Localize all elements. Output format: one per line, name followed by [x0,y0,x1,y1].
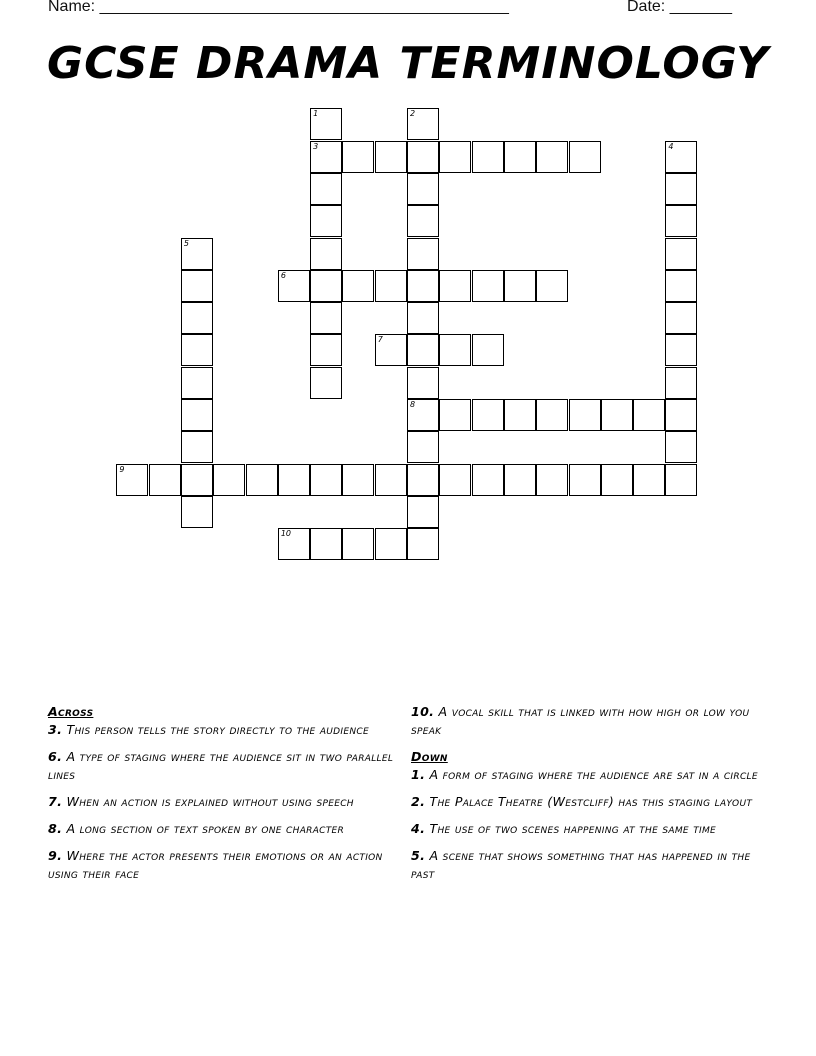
across-clues [48,703,413,892]
crossword-cell[interactable] [375,528,407,560]
clue-number: 9. [48,848,63,863]
crossword-cell[interactable] [310,334,342,366]
crossword-cell[interactable] [181,464,213,496]
cell-clue-number: 10 [280,529,291,539]
crossword-cell[interactable] [504,270,536,302]
crossword-cell[interactable] [407,108,439,140]
crossword-cell[interactable] [536,464,568,496]
crossword-cell[interactable] [504,464,536,496]
crossword-cell[interactable] [213,464,245,496]
crossword-cell[interactable] [665,302,697,334]
clue-text: A type of staging where the audience sit in two parallel lines [48,749,394,782]
clue-number: 4. [411,821,426,836]
cell-clue-number: 2 [410,109,416,119]
crossword-cell[interactable] [407,173,439,205]
crossword-cell[interactable] [472,334,504,366]
clue-text: The Palace Theatre (Westcliff) has this staging layout [429,794,753,809]
crossword-cell[interactable] [310,205,342,237]
crossword-cell[interactable] [181,399,213,431]
date-field-label: Date: _______ [627,0,732,15]
crossword-cell[interactable] [536,141,568,173]
crossword-cell[interactable] [181,496,213,528]
crossword-cell[interactable] [407,238,439,270]
clue-number: 3. [48,722,63,737]
crossword-cell[interactable] [246,464,278,496]
clue-number: 1. [411,767,426,782]
crossword-cell[interactable] [439,270,471,302]
crossword-cell[interactable] [665,464,697,496]
crossword-cell[interactable] [310,528,342,560]
crossword-cell[interactable] [665,367,697,399]
crossword-cell[interactable] [310,270,342,302]
clue-number: 10. [411,704,435,719]
crossword-cell[interactable] [665,141,697,173]
right-clue-column [411,703,776,892]
clue-text: When an action is explained without using speech [66,794,354,809]
crossword-cell[interactable] [439,399,471,431]
clue-text: A form of staging where the audience are sat in a circle [429,767,758,782]
cell-clue-number: 6 [280,270,286,280]
crossword-cell[interactable] [310,238,342,270]
clue-down-1 [411,766,776,784]
crossword-cell[interactable] [407,205,439,237]
crossword-cell[interactable] [375,141,407,173]
crossword-cell[interactable] [633,464,665,496]
crossword-cell[interactable] [665,399,697,431]
crossword-cell[interactable] [181,302,213,334]
clue-across-8 [48,820,413,838]
clue-across-7 [48,793,413,811]
clue-text: This person tells the story directly to the audience [66,722,369,737]
crossword-cell[interactable] [310,141,342,173]
crossword-cell[interactable] [665,205,697,237]
crossword-cell[interactable] [472,464,504,496]
clue-number: 2. [411,794,426,809]
cell-clue-number: 9 [119,464,125,474]
crossword-cell[interactable] [181,431,213,463]
down-heading: Down [411,749,448,764]
cell-clue-number: 7 [377,335,383,345]
crossword-cell[interactable] [536,270,568,302]
crossword-cell[interactable] [407,270,439,302]
clue-number: 6. [48,749,63,764]
name-field-label: Name: ______________________________________________ [48,0,509,15]
cell-clue-number: 8 [410,400,416,409]
crossword-cell[interactable] [665,238,697,270]
crossword-cell[interactable] [375,334,407,366]
crossword-cell[interactable] [310,108,342,140]
crossword-cell[interactable] [569,141,601,173]
clue-across-9 [48,847,413,883]
crossword-cell[interactable] [407,496,439,528]
clue-text: A long section of text spoken by one character [66,821,345,836]
crossword-cell[interactable] [439,334,471,366]
crossword-cell[interactable] [439,141,471,173]
crossword-cell[interactable] [310,302,342,334]
crossword-cell[interactable] [278,270,310,302]
clue-across-3 [48,721,413,739]
crossword-cell[interactable] [278,464,310,496]
clue-number: 5. [411,848,426,863]
crossword-cell[interactable] [569,464,601,496]
clue-text: Where the actor presents their emotions or an action using their face [48,848,383,881]
crossword-cell[interactable] [310,367,342,399]
crossword-cell[interactable] [342,464,374,496]
crossword-cell[interactable] [407,334,439,366]
crossword-cell[interactable] [149,464,181,496]
clue-down-2 [411,793,776,811]
crossword-cell[interactable] [342,141,374,173]
clue-text: A scene that shows something that has happened in the past [411,848,751,881]
cell-clue-number: 5 [183,238,189,248]
clue-down-4 [411,820,776,838]
crossword-cell[interactable] [665,173,697,205]
crossword-cell[interactable] [375,464,407,496]
cell-clue-number: 3 [313,141,319,151]
clue-across-6 [48,748,413,784]
crossword-cell[interactable] [536,399,568,431]
crossword-cell[interactable] [633,399,665,431]
crossword-cell[interactable] [665,431,697,463]
crossword-cell[interactable] [407,528,439,560]
crossword-cell[interactable] [407,302,439,334]
crossword-cell[interactable] [407,141,439,173]
crossword-cell[interactable] [375,270,407,302]
crossword-cell[interactable] [181,270,213,302]
crossword-cell[interactable] [407,399,439,431]
clue-down-5 [411,847,776,883]
crossword-cell[interactable] [342,270,374,302]
crossword-cell[interactable] [310,173,342,205]
page-title: GCSE DRAMA TERMINOLOGY [47,38,769,89]
crossword-cell[interactable] [472,270,504,302]
crossword-cell[interactable] [472,399,504,431]
crossword-cell[interactable] [504,399,536,431]
cell-clue-number: 4 [668,141,674,151]
crossword-cell[interactable] [181,334,213,366]
clue-number: 8. [48,821,63,836]
across-heading: Across [48,704,94,719]
crossword-cell[interactable] [601,399,633,431]
crossword-cell[interactable] [472,141,504,173]
crossword-cell[interactable] [504,141,536,173]
clue-number: 7. [48,794,63,809]
crossword-cell[interactable] [407,464,439,496]
cell-clue-number: 1 [313,109,319,119]
crossword-cell[interactable] [181,367,213,399]
crossword-cell[interactable] [601,464,633,496]
crossword-cell[interactable] [439,464,471,496]
crossword-cell[interactable] [278,528,310,560]
crossword-cell[interactable] [569,399,601,431]
crossword-cell[interactable] [342,528,374,560]
crossword-cell[interactable] [665,270,697,302]
crossword-cell[interactable] [116,464,148,496]
clue-across-10 [411,703,776,739]
crossword-cell[interactable] [181,238,213,270]
clue-text: The use of two scenes happening at the same time [429,821,717,836]
crossword-cell[interactable] [407,367,439,399]
clue-text: A vocal skill that is linked with how high or low you speak [411,704,750,737]
crossword-cell[interactable] [310,464,342,496]
crossword-cell[interactable] [665,334,697,366]
crossword-cell[interactable] [407,431,439,463]
